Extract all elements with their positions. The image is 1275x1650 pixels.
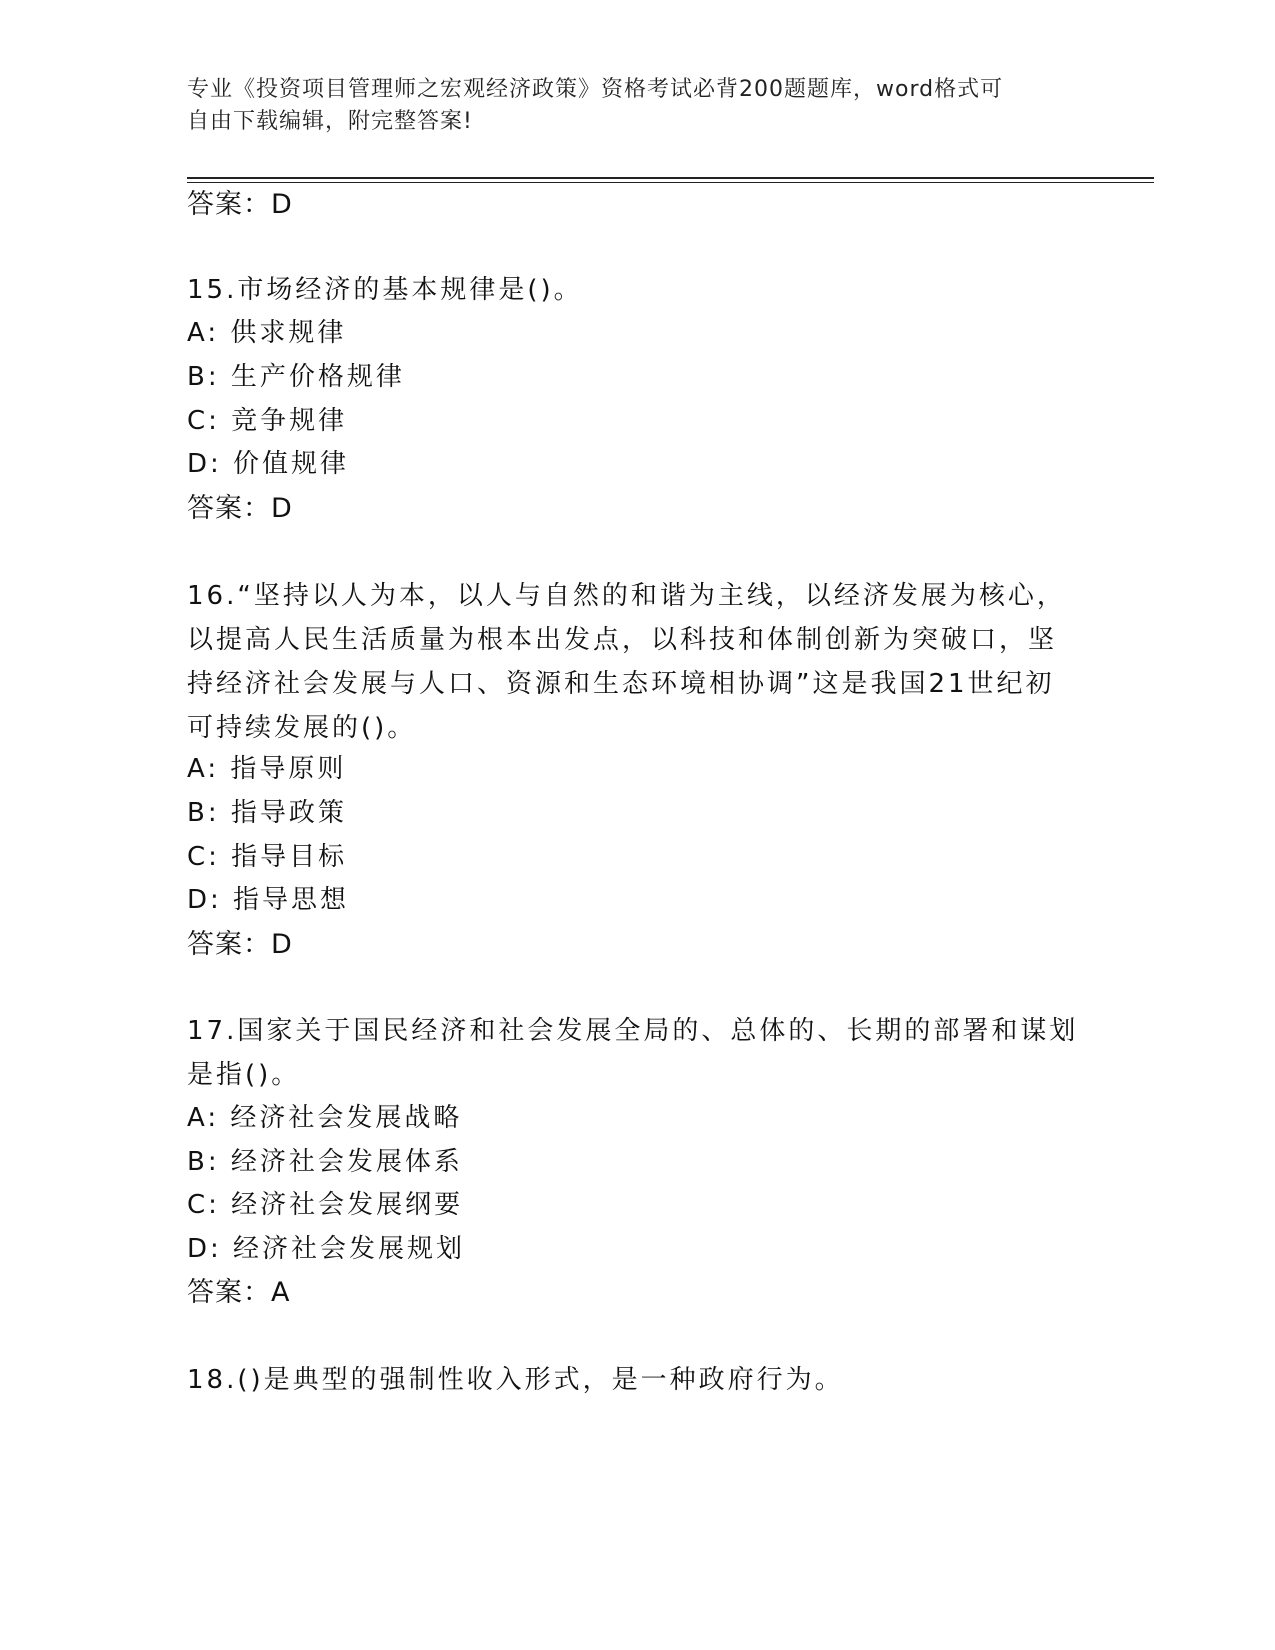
answer-prev: 答案：D xyxy=(187,189,293,220)
q17-option-b: B: 经济社会发展体系 xyxy=(187,1147,463,1177)
header-rule-thin xyxy=(187,182,1154,183)
question-17-line-1: 17.国家关于国民经济和社会发展全局的、总体的、长期的部署和谋划 xyxy=(187,1016,1079,1046)
question-15: 15.市场经济的基本规律是()。 xyxy=(187,275,583,305)
q17-option-a: A: 经济社会发展战略 xyxy=(187,1103,463,1133)
header-rule-thick xyxy=(187,177,1154,179)
question-16-line-1: 16.“坚持以人为本，以人与自然的和谐为主线，以经济发展为核心， xyxy=(187,581,1066,611)
question-16-line-2: 以提高人民生活质量为根本出发点，以科技和体制创新为突破口，坚 xyxy=(187,625,1058,655)
q17-answer: 答案：A xyxy=(187,1277,291,1308)
header-line-2: 自由下载编辑，附完整答案! xyxy=(187,109,473,134)
q17-option-d: D: 经济社会发展规划 xyxy=(187,1234,466,1264)
q15-option-b: B: 生产价格规律 xyxy=(187,362,405,392)
q16-option-c: C: 指导目标 xyxy=(187,842,348,872)
q16-option-d: D: 指导思想 xyxy=(187,885,350,915)
question-18: 18.()是典型的强制性收入形式，是一种政府行为。 xyxy=(187,1365,844,1395)
page-header xyxy=(187,74,1067,138)
q15-option-a: A: 供求规律 xyxy=(187,318,347,348)
question-16-line-4: 可持续发展的()。 xyxy=(187,713,417,743)
q15-option-c: C: 竞争规律 xyxy=(187,406,348,436)
header-line-1: 专业《投资项目管理师之宏观经济政策》资格考试必背200题题库，word格式可 xyxy=(187,77,1004,102)
question-16-line-3: 持经济社会发展与人口、资源和生态环境相协调”这是我国21世纪初 xyxy=(187,669,1055,699)
q16-answer: 答案：D xyxy=(187,929,293,960)
q15-option-d: D: 价值规律 xyxy=(187,449,350,479)
q17-option-c: C: 经济社会发展纲要 xyxy=(187,1190,464,1220)
q15-answer: 答案：D xyxy=(187,493,293,524)
q16-option-b: B: 指导政策 xyxy=(187,798,347,828)
q16-option-a: A: 指导原则 xyxy=(187,754,347,784)
question-17-line-2: 是指()。 xyxy=(187,1060,301,1090)
